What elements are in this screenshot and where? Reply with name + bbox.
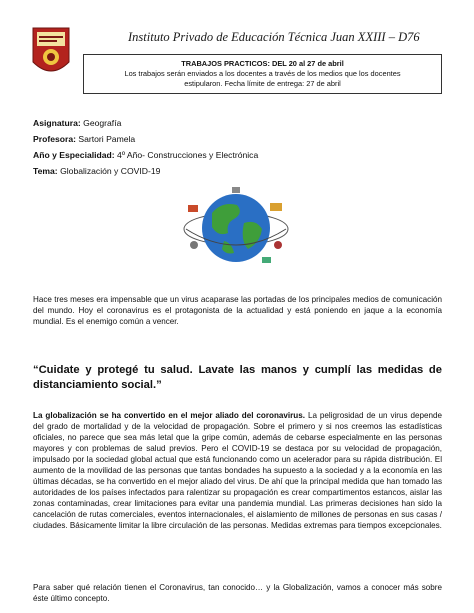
globe-illustration — [182, 183, 290, 273]
anio-value: 4º Año- Construcciones y Electrónica — [114, 150, 259, 160]
paragraph-body: La peligrosidad de un virus depende del grado de mortalidad y de la velocidad de propagación. Sobre el primero y si nos creemos las estadísticas oficiales, no parece que sea más letal que la gripe común, además de cebarse especialmente en las personas mayores y con problemas de salud previos. Pero el COVID-19 se destaca por su velocidad de propagación, impulsado por la sociedad global actual que está funcionando como un acelerador para su rápida distribución. El aumento de la movilidad de las personas que tantas bondades ha supuesto a la sociedad y a la economía en las últimas décadas, se ha convertido en el mejor aliado del virus. De ahí que la principal medida que han tomado las autoridades de los países infectados para ralentizar su propagación es crear compartimentos estancos, aislar las zonas contaminadas, crear limitaciones para evitar una pandemia mundial. Las primeras decisiones han sido la cancelación de rutas comerciales, eventos internacionales, el aislamiento de millones de personas en sus casas / ciudades. Básicamente limitar la libre circulación de las personas. Medidas extremas para tiempos excepcionales. — [33, 411, 442, 530]
paragraph-globalizacion — [33, 410, 442, 531]
quote-text: “Cuidate y protegé tu salud. Lavate las manos y cumplí las medidas de distanciamiento social.” — [33, 364, 442, 391]
profesora-label: Profesora: — [33, 134, 76, 144]
school-logo — [31, 26, 71, 80]
tema-label: Tema: — [33, 166, 58, 176]
anio-label: Año y Especialidad: — [33, 150, 115, 160]
field-anio — [33, 150, 258, 160]
closing-paragraph: Para saber qué relación tienen el Coronavirus, tan conocido… y la Globalización, vamos a conocer más sobre éste último concepto. — [33, 583, 442, 603]
notice-title: TRABAJOS PRACTICOS: DEL 20 al 27 de abril — [181, 59, 344, 68]
paragraph-lead: La globalización se ha convertido en el mejor aliado del coronavirus. — [33, 411, 305, 420]
field-profesora — [33, 134, 135, 144]
tema-value: Globalización y COVID-19 — [57, 166, 161, 176]
notice-box — [83, 54, 442, 94]
field-tema — [33, 166, 160, 176]
asignatura-label: Asignatura: — [33, 118, 81, 128]
asignatura-value: Geografía — [80, 118, 122, 128]
school-title: Instituto Privado de Educación Técnica Juan XXIII – D76 — [128, 30, 420, 44]
intro-paragraph: Hace tres meses era impensable que un virus acaparase las portadas de los principales medios de comunicación del mundo. Hoy el coronavirus es el protagonista de la actualidad y está poniendo en jaque a la economía mundial. Es el enemigo común a vencer. — [33, 295, 442, 326]
profesora-value: Sartori Pamela — [75, 134, 136, 144]
notice-line-2: estipularon. Fecha límite de entrega: 27 de abril — [184, 79, 341, 88]
notice-line-1: Los trabajos serán enviados a los docentes a través de los medios que los docentes — [124, 69, 401, 78]
field-asignatura — [33, 118, 121, 128]
